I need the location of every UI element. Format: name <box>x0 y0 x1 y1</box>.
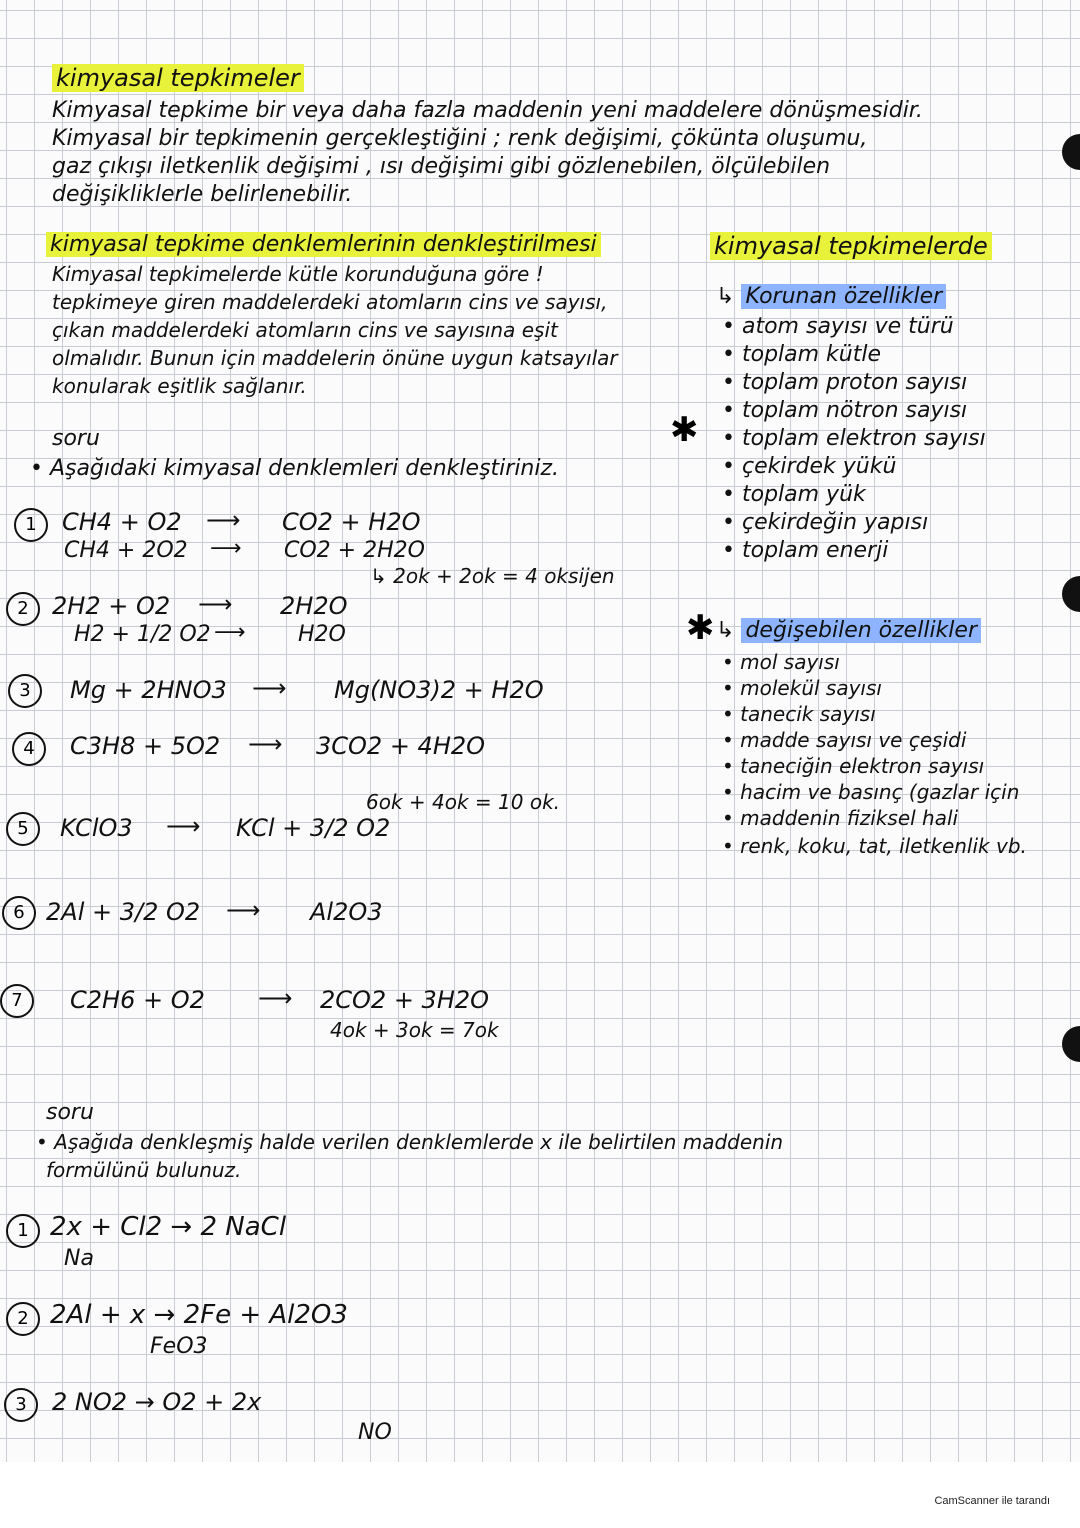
section2-line: olmalıdır. Bunun için maddelerin önüne uygun katsayılar <box>52 346 618 370</box>
section2-title: kimyasal tepkime denklemlerinin denkleştirilmesi <box>46 232 601 257</box>
section2-line: konularak eşitlik sağlanır. <box>52 374 307 398</box>
item-number: 7 <box>0 984 34 1018</box>
section1-line: değişikliklerle belirlenebilir. <box>52 182 353 207</box>
equation-left: H2 + 1/2 O2 <box>74 622 211 647</box>
equation-answer: Na <box>64 1246 94 1271</box>
conserved-item: • çekirdek yükü <box>722 454 897 479</box>
equation-left: 2H2 + O2 <box>52 592 171 620</box>
equation-left: C3H8 + 5O2 <box>70 732 221 760</box>
section1-line: Kimyasal bir tepkimenin gerçekleştiğini ; renk değişimi, çökünta oluşumu, <box>52 126 868 151</box>
equation: 2x + Cl2 → 2 NaCl <box>50 1212 287 1242</box>
star-mark-icon: ✱ <box>686 608 715 648</box>
section2-line: çıkan maddelerdeki atomların cins ve sayısına eşit <box>52 318 558 342</box>
item-number: 3 <box>8 674 42 708</box>
section1-line: Kimyasal tepkime bir veya daha fazla maddenin yeni maddelere dönüşmesidir. <box>52 98 923 123</box>
arrow-right-icon: ⟶ <box>258 984 293 1012</box>
question1-label: soru <box>52 426 100 451</box>
section2-line: tepkimeye giren maddelerdeki atomların cins ve sayısı, <box>52 290 608 314</box>
conserved-item: • atom sayısı ve türü <box>722 314 954 339</box>
arrow-right-icon: ⟶ <box>210 536 242 561</box>
arrow-right-icon: ⟶ <box>248 730 283 758</box>
star-mark-icon: ✱ <box>670 410 699 450</box>
changing-item: • molekül sayısı <box>722 676 882 700</box>
item-number: 4 <box>12 732 46 766</box>
item-number: 3 <box>4 1388 38 1422</box>
equation-right: KCl + 3/2 O2 <box>236 814 391 842</box>
equation-right: H2O <box>298 622 346 647</box>
question1-prompt: • Aşağıdaki kimyasal denklemleri denkleştiriniz. <box>30 456 560 481</box>
equation-left: CH4 + 2O2 <box>64 538 188 563</box>
equation-left: Mg + 2HNO3 <box>70 676 227 704</box>
equation-right: Mg(NO3)2 + H2O <box>334 676 544 704</box>
arrow-right-icon: ⟶ <box>226 896 261 924</box>
equation-right: 2CO2 + 3H2O <box>320 986 490 1014</box>
equation-right: CO2 + H2O <box>282 508 421 536</box>
punch-hole <box>1062 576 1080 612</box>
changing-item: • madde sayısı ve çeşidi <box>722 728 967 752</box>
item-number: 2 <box>6 592 40 626</box>
section2-line: Kimyasal tepkimelerde kütle korunduğuna göre ! <box>52 262 544 286</box>
conserved-item: • toplam kütle <box>722 342 882 367</box>
item-number: 2 <box>6 1302 40 1336</box>
equation-note: ↳ 2ok + 2ok = 4 oksijen <box>370 564 615 588</box>
equation-left: CH4 + O2 <box>62 508 182 536</box>
equation-right: 3CO2 + 4H2O <box>316 732 486 760</box>
equation-note: 6ok + 4ok = 10 ok. <box>366 790 561 814</box>
arrow-right-icon: ⟶ <box>166 812 201 840</box>
equation-left: C2H6 + O2 <box>70 986 205 1014</box>
conserved-item: • toplam enerji <box>722 538 889 563</box>
question2-prompt: formülünü bulunuz. <box>46 1158 242 1182</box>
item-number: 5 <box>6 812 40 846</box>
changing-item: • tanecik sayısı <box>722 702 876 726</box>
equation-note: 4ok + 3ok = 7ok <box>330 1018 499 1042</box>
changing-item: • hacim ve basınç (gazlar için <box>722 780 1020 804</box>
conserved-item: • toplam nötron sayısı <box>722 398 968 423</box>
equation-right: Al2O3 <box>310 898 383 926</box>
arrow-right-icon: ⟶ <box>206 506 241 534</box>
conserved-item: • çekirdeğin yapısı <box>722 510 929 535</box>
changing-item: • mol sayısı <box>722 650 840 674</box>
item-number: 1 <box>6 1214 40 1248</box>
equation: 2Al + x → 2Fe + Al2O3 <box>50 1300 348 1330</box>
section1-title: kimyasal tepkimeler <box>52 64 304 92</box>
conserved-item: • toplam yük <box>722 482 866 507</box>
scanner-footer: CamScanner ile tarandı <box>934 1495 1050 1507</box>
conserved-item: • toplam elektron sayısı <box>722 426 986 451</box>
equation-answer: FeO3 <box>150 1334 208 1359</box>
changing-item: • taneciğin elektron sayısı <box>722 754 985 778</box>
item-number: 1 <box>14 508 48 542</box>
question2-prompt: • Aşağıda denkleşmiş halde verilen denklemlerde x ile belirtilen maddenin <box>36 1130 784 1154</box>
conserved-title: ↳ Korunan özellikler <box>716 284 946 309</box>
question2-label: soru <box>46 1100 94 1125</box>
conserved-item: • toplam proton sayısı <box>722 370 968 395</box>
equation: 2 NO2 → O2 + 2x <box>52 1388 262 1416</box>
arrow-right-icon: ⟶ <box>198 590 233 618</box>
side-title: kimyasal tepkimelerde <box>710 232 992 260</box>
equation-left: 2Al + 3/2 O2 <box>46 898 201 926</box>
equation-answer: NO <box>358 1420 392 1445</box>
punch-hole <box>1062 1026 1080 1062</box>
equation-right: 2H2O <box>280 592 348 620</box>
arrow-right-icon: ⟶ <box>252 674 287 702</box>
arrow-right-icon: ⟶ <box>214 620 246 645</box>
changing-title: ↳ değişebilen özellikler <box>716 618 981 643</box>
section1-line: gaz çıkışı iletkenlik değişimi , ısı değişimi gibi gözlenebilen, ölçülebilen <box>52 154 831 179</box>
equation-right: CO2 + 2H2O <box>284 538 425 563</box>
punch-hole <box>1062 134 1080 170</box>
changing-item: • maddenin fiziksel hali <box>722 806 959 830</box>
item-number: 6 <box>2 896 36 930</box>
changing-item: • renk, koku, tat, iletkenlik vb. <box>722 834 1027 858</box>
equation-left: KClO3 <box>60 814 133 842</box>
